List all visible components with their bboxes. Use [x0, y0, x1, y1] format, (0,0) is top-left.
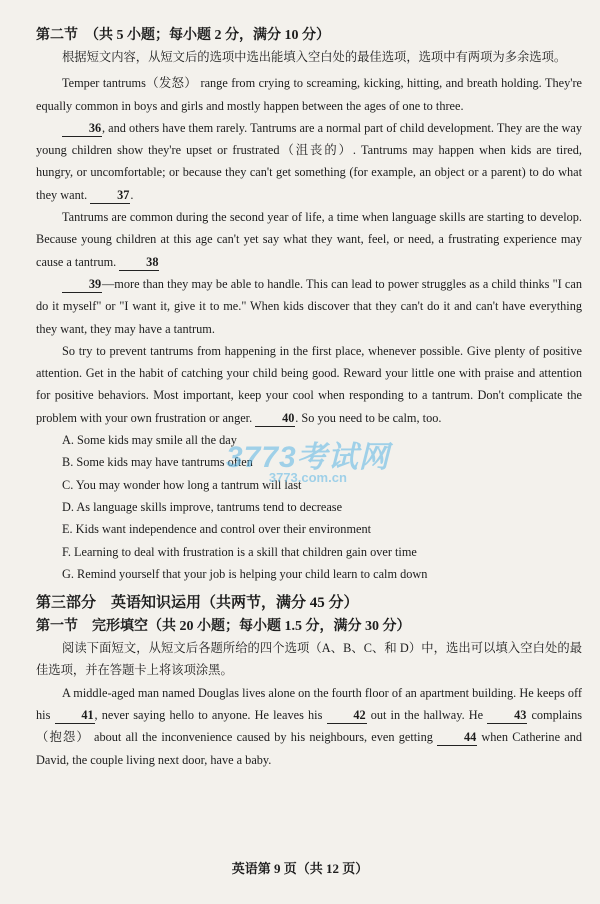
option-c: C. You may wonder how long a tantrum will last [62, 477, 302, 492]
cloze-section-title: 第一节 完形填空（共 20 小题；每小题 1.5 分，满分 30 分） [36, 619, 411, 635]
blank-44[interactable]: 44 [437, 730, 477, 746]
option-a: A. Some kids may smile all the day [62, 433, 237, 448]
paragraph-5: So try to prevent tantrums from happening in the first place, whenever possible. Give plenty of positive attention. Get in the habit of catching your child being good. Reward your little one with praise and attention for positive behaviors. Most important, keep your cool when responding to a tantrum. Don't complicate the problem with your own frustration or anger. 40. So you need to be calm, too. [36, 343, 582, 425]
blank-40[interactable]: 40 [255, 411, 295, 427]
option-e: E. Kids want independence and control over their environment [62, 522, 372, 537]
blank-41[interactable]: 41 [55, 708, 95, 724]
blank-39[interactable]: 39 [62, 277, 102, 293]
blank-43[interactable]: 43 [487, 708, 527, 724]
section2-instructions: 根据短文内容，从短文后的选项中选出能填入空白处的最佳选项，选项中有两项为多余选项。 [62, 50, 567, 64]
blank-37[interactable]: 37 [90, 188, 130, 204]
cloze-paragraph: A middle-aged man named Douglas lives alone on the fourth floor of an apartment building. He keeps off his 41, never saying hello to anyone. He leaves his 42 out in the hallway. He 43 complains（抱怨） about all the inconvenience caused by his neighbours, even getting 44 when Catherine and David, the couple living next door, have a baby. [36, 685, 583, 767]
paragraph-2: 36, and others have them rarely. Tantrums are a normal part of child development. They are the way young children show they're upset or frustrated（沮丧的）. Tantrums may happen when kids are tired, hungry, or uncomfortable; or because they can't get something (for example, an object or a parent) to do what they want. 37. [36, 120, 582, 202]
paragraph-1: Temper tantrums（发怒） range from crying to screaming, kicking, hitting, and breath holding. They're equally common in boys and girls and mostly happen between the ages of one to three. [36, 76, 582, 113]
option-g: G. Remind yourself that your job is helping your child learn to calm down [62, 566, 428, 581]
blank-36[interactable]: 36 [62, 121, 102, 137]
paragraph-4: 39—more than they may be able to handle. This can lead to power struggles as a child thinks "I can do it myself" or "I want it, give it to me." When kids discover that they can't do it and can't have everything they want, they may have a tantrum. [36, 276, 582, 336]
paragraph-3: Tantrums are common during the second year of life, a time when language skills are starting to develop. Because young children at this age can't yet say what they want, feel, or need, a frustrating experience may cause a tantrum. 38 [36, 210, 582, 269]
part3-title: 第三部分 英语知识运用（共两节，满分 45 分） [36, 595, 359, 612]
option-b: B. Some kids may have tantrums often [62, 455, 253, 470]
option-f: F. Learning to deal with frustration is a skill that children gain over time [62, 544, 417, 559]
cloze-instructions: 阅读下面短文，从短文后各题所给的四个选项（A、B、C、和 D）中，选出可以填入空白处的最佳选项，并在答题卡上将该项涂黑。 [36, 641, 582, 678]
page-footer: 英语第 9 页（共 12 页） [231, 861, 369, 876]
option-d: D. As language skills improve, tantrums tend to decrease [62, 499, 343, 514]
watermark-logo: 3773考试网 3773.com.cn [226, 441, 390, 485]
blank-42[interactable]: 42 [327, 708, 367, 724]
section2-title: 第二节 （共 5 小题；每小题 2 分，满分 10 分） [36, 28, 330, 43]
blank-38[interactable]: 38 [119, 255, 159, 271]
